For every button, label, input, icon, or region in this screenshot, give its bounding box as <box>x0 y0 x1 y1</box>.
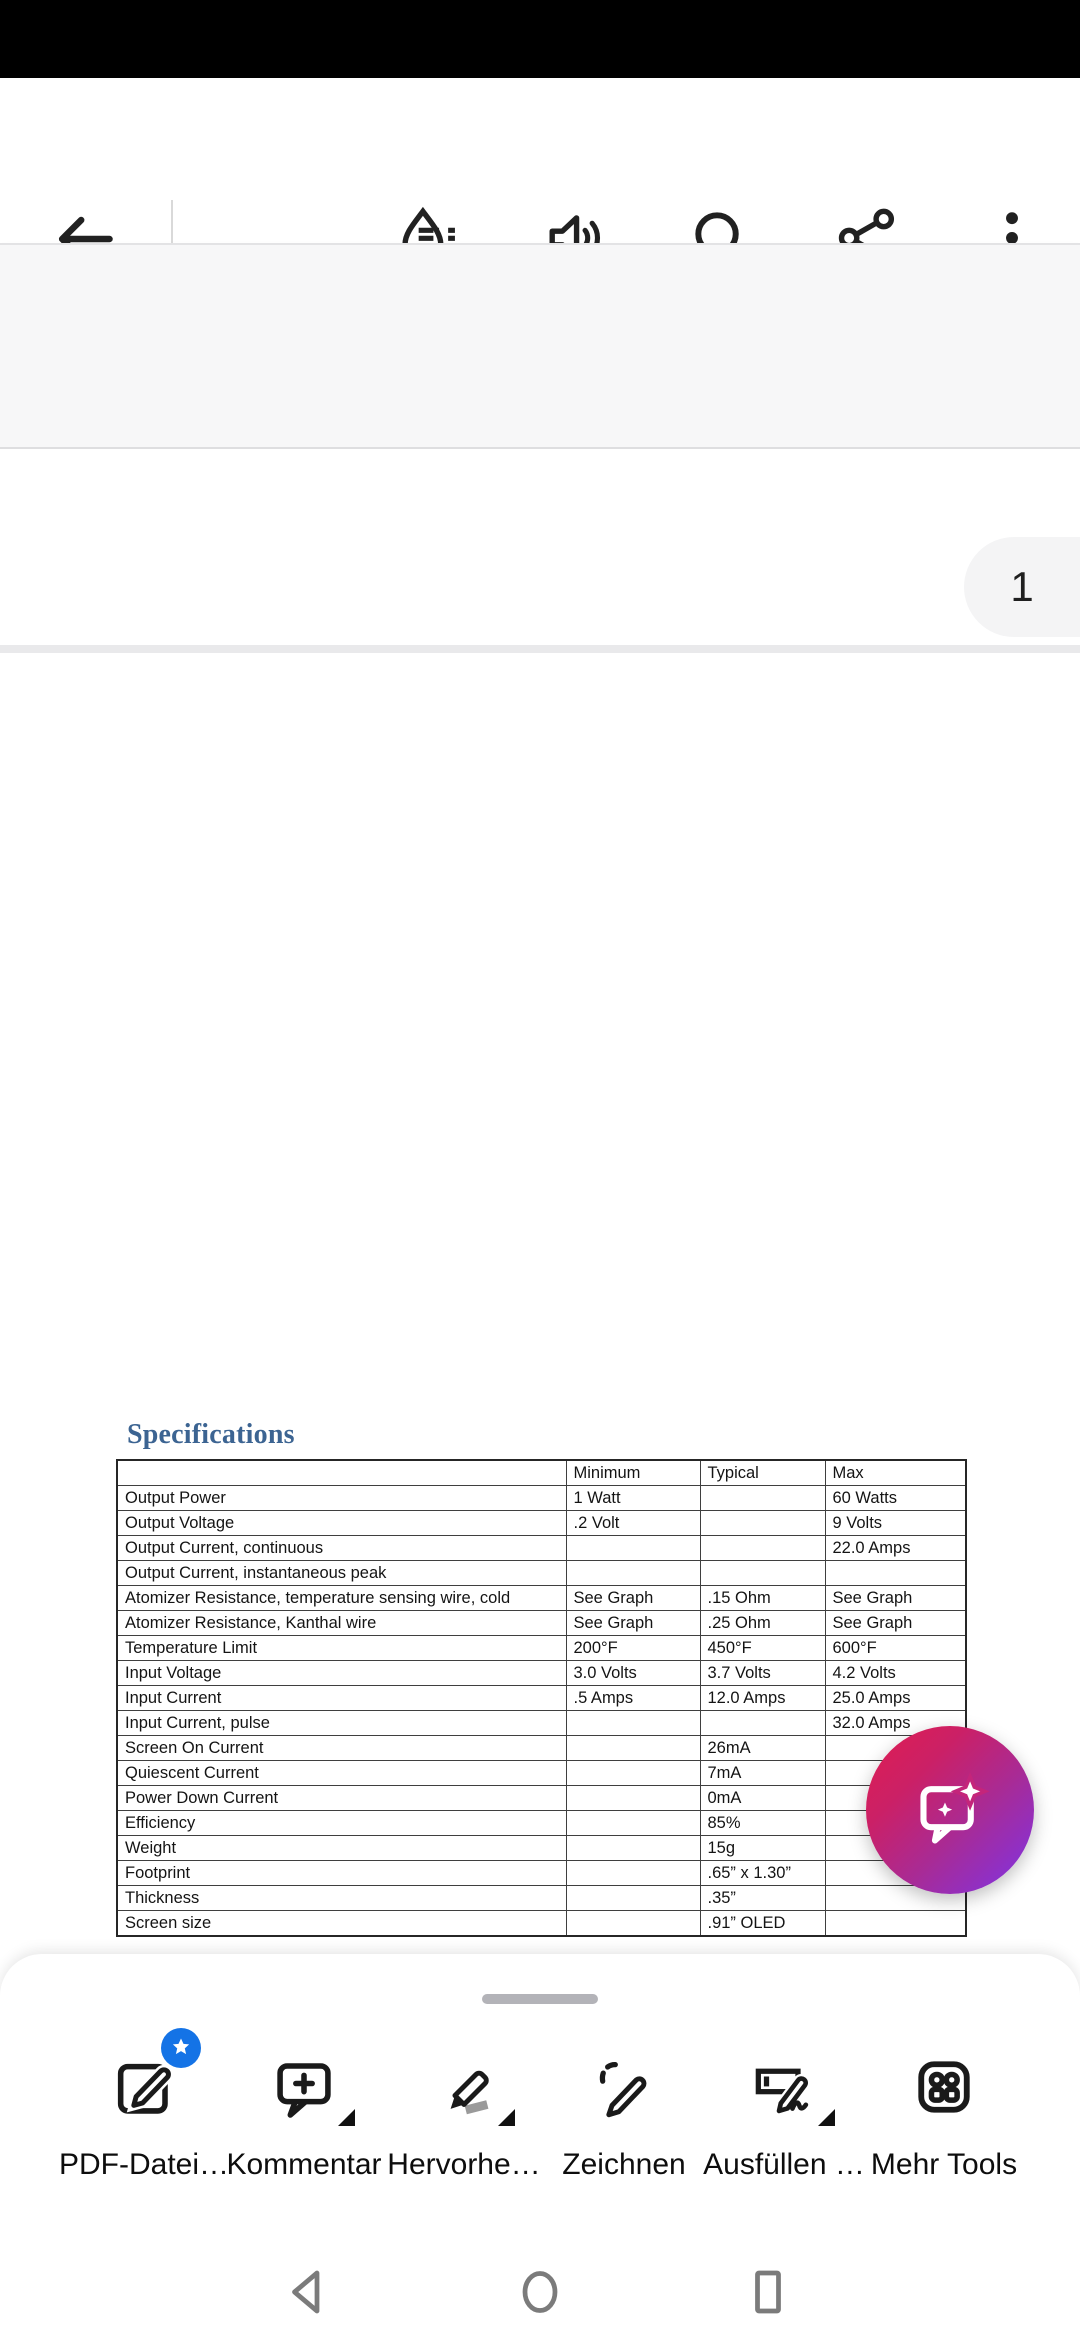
table-cell <box>566 1811 700 1836</box>
table-cell: See Graph <box>825 1611 966 1636</box>
table-cell: Output Power <box>117 1486 566 1511</box>
tool-label: Kommentar <box>226 2148 382 2181</box>
table-cell: Power Down Current <box>117 1786 566 1811</box>
table-cell: Output Voltage <box>117 1511 566 1536</box>
table-cell: See Graph <box>825 1586 966 1611</box>
highlighter-icon <box>429 2052 499 2122</box>
table-cell <box>566 1786 700 1811</box>
table-cell: Quiescent Current <box>117 1761 566 1786</box>
table-cell <box>825 1911 966 1937</box>
blue-star-badge <box>161 2028 201 2068</box>
table-cell <box>566 1836 700 1861</box>
table-row <box>117 1711 966 1736</box>
table-row <box>117 1611 966 1636</box>
more-tools-grid-icon <box>909 2052 979 2122</box>
table-cell: Atomizer Resistance, temperature sensing wire, cold <box>117 1586 566 1611</box>
table-cell: 600°F <box>825 1636 966 1661</box>
tool-more-tools[interactable] <box>864 2052 1024 2182</box>
tool-label: Zeichnen <box>562 2148 686 2181</box>
table-cell <box>566 1761 700 1786</box>
table-cell: .25 Ohm <box>700 1611 825 1636</box>
table-row <box>117 1586 966 1611</box>
status-bar <box>0 0 1080 78</box>
tool-draw[interactable] <box>544 2052 704 2182</box>
table-cell: 15g <box>700 1836 825 1861</box>
table-cell: 200°F <box>566 1636 700 1661</box>
table-cell: 26mA <box>700 1736 825 1761</box>
table-row <box>117 1686 966 1711</box>
table-cell: Screen On Current <box>117 1736 566 1761</box>
page-separator <box>0 645 1080 653</box>
table-cell: Screen size <box>117 1911 566 1937</box>
table-cell: 25.0 Amps <box>825 1686 966 1711</box>
table-cell: .35” <box>700 1886 825 1911</box>
table-cell: 4.2 Volts <box>825 1661 966 1686</box>
table-cell <box>566 1711 700 1736</box>
table-cell: .65” x 1.30” <box>700 1861 825 1886</box>
add-comment-icon <box>269 2052 339 2122</box>
table-cell: Temperature Limit <box>117 1636 566 1661</box>
table-cell <box>566 1911 700 1937</box>
fill-and-sign-icon <box>749 2052 819 2122</box>
table-cell: Input Voltage <box>117 1661 566 1686</box>
table-cell: 85% <box>700 1811 825 1836</box>
table-cell <box>566 1561 700 1586</box>
table-cell: Atomizer Resistance, Kanthal wire <box>117 1611 566 1636</box>
draw-pencil-icon <box>589 2052 659 2122</box>
table-row <box>117 1636 966 1661</box>
table-cell: .15 Ohm <box>700 1586 825 1611</box>
table-row <box>117 1761 966 1786</box>
table-cell <box>700 1511 825 1536</box>
table-row <box>117 1886 966 1911</box>
table-cell: See Graph <box>566 1586 700 1611</box>
table-cell <box>566 1861 700 1886</box>
ai-assistant-fab[interactable] <box>866 1726 1034 1894</box>
tool-label: Mehr Tools <box>870 2148 1018 2181</box>
table-cell: 32.0 Amps <box>825 1711 966 1736</box>
table-cell <box>700 1561 825 1586</box>
drag-handle[interactable] <box>482 1994 598 2004</box>
table-cell: Output Current, instantaneous peak <box>117 1561 566 1586</box>
table-row <box>117 1786 966 1811</box>
table-cell: 9 Volts <box>825 1511 966 1536</box>
table-row <box>117 1811 966 1836</box>
tool-highlight[interactable] <box>384 2052 544 2182</box>
table-cell: Minimum <box>566 1460 700 1486</box>
tool-label: Ausfüllen … <box>703 2148 865 2181</box>
table-cell: 1 Watt <box>566 1486 700 1511</box>
table-cell: 0mA <box>700 1786 825 1811</box>
table-cell: Max <box>825 1460 966 1486</box>
table-cell <box>566 1536 700 1561</box>
table-cell <box>700 1536 825 1561</box>
page-title: Specifications <box>127 1419 295 1450</box>
dropdown-indicator <box>498 2109 515 2126</box>
table-cell: Output Current, continuous <box>117 1536 566 1561</box>
tool-label: Hervorhe… <box>387 2148 541 2181</box>
table-row <box>117 1661 966 1686</box>
tool-comment[interactable] <box>224 2052 384 2182</box>
table-cell <box>700 1711 825 1736</box>
table-row <box>117 1511 966 1536</box>
nav-recents-icon[interactable] <box>738 2262 798 2322</box>
table-cell: 450°F <box>700 1636 825 1661</box>
nav-home-icon[interactable] <box>510 2262 570 2322</box>
tool-label: PDF-Datei… <box>58 2148 230 2181</box>
top-toolbar <box>0 78 1080 243</box>
table-cell: .5 Amps <box>566 1686 700 1711</box>
table-row <box>117 1836 966 1861</box>
table-cell <box>117 1460 566 1486</box>
table-cell: Input Current <box>117 1686 566 1711</box>
table-row <box>117 1736 966 1761</box>
table-cell <box>566 1886 700 1911</box>
table-row <box>117 1861 966 1886</box>
nav-back-icon[interactable] <box>279 2262 339 2322</box>
table-cell: 12.0 Amps <box>700 1686 825 1711</box>
table-cell: 3.7 Volts <box>700 1661 825 1686</box>
table-row <box>117 1911 966 1937</box>
edit-pdf-icon <box>109 2052 179 2122</box>
table-cell: Typical <box>700 1460 825 1486</box>
table-header-row <box>117 1460 966 1486</box>
viewer-gap <box>0 449 1080 645</box>
table-cell <box>566 1736 700 1761</box>
table-cell: Footprint <box>117 1861 566 1886</box>
table-cell <box>700 1486 825 1511</box>
table-cell: Thickness <box>117 1886 566 1911</box>
dropdown-indicator <box>338 2109 355 2126</box>
table-cell: 60 Watts <box>825 1486 966 1511</box>
table-cell: .2 Volt <box>566 1511 700 1536</box>
table-row <box>117 1536 966 1561</box>
specifications-table <box>116 1459 967 1937</box>
table-cell: .91” OLED <box>700 1911 825 1937</box>
ai-summary-banner[interactable] <box>0 243 1080 449</box>
table-cell: 3.0 Volts <box>566 1661 700 1686</box>
table-cell: Efficiency <box>117 1811 566 1836</box>
ai-chat-sparkle-icon <box>907 1767 993 1853</box>
tool-fill-sign[interactable] <box>704 2052 864 2182</box>
table-cell: Input Current, pulse <box>117 1711 566 1736</box>
android-nav-bar <box>0 2244 1080 2340</box>
table-cell <box>825 1561 966 1586</box>
table-row <box>117 1561 966 1586</box>
table-cell: Weight <box>117 1836 566 1861</box>
table-row <box>117 1486 966 1511</box>
table-cell: 22.0 Amps <box>825 1536 966 1561</box>
dropdown-indicator <box>818 2109 835 2126</box>
table-cell: See Graph <box>566 1611 700 1636</box>
page-number-badge: 1 <box>964 537 1080 637</box>
table-cell: 7mA <box>700 1761 825 1786</box>
tool-edit-pdf[interactable] <box>58 2052 230 2182</box>
